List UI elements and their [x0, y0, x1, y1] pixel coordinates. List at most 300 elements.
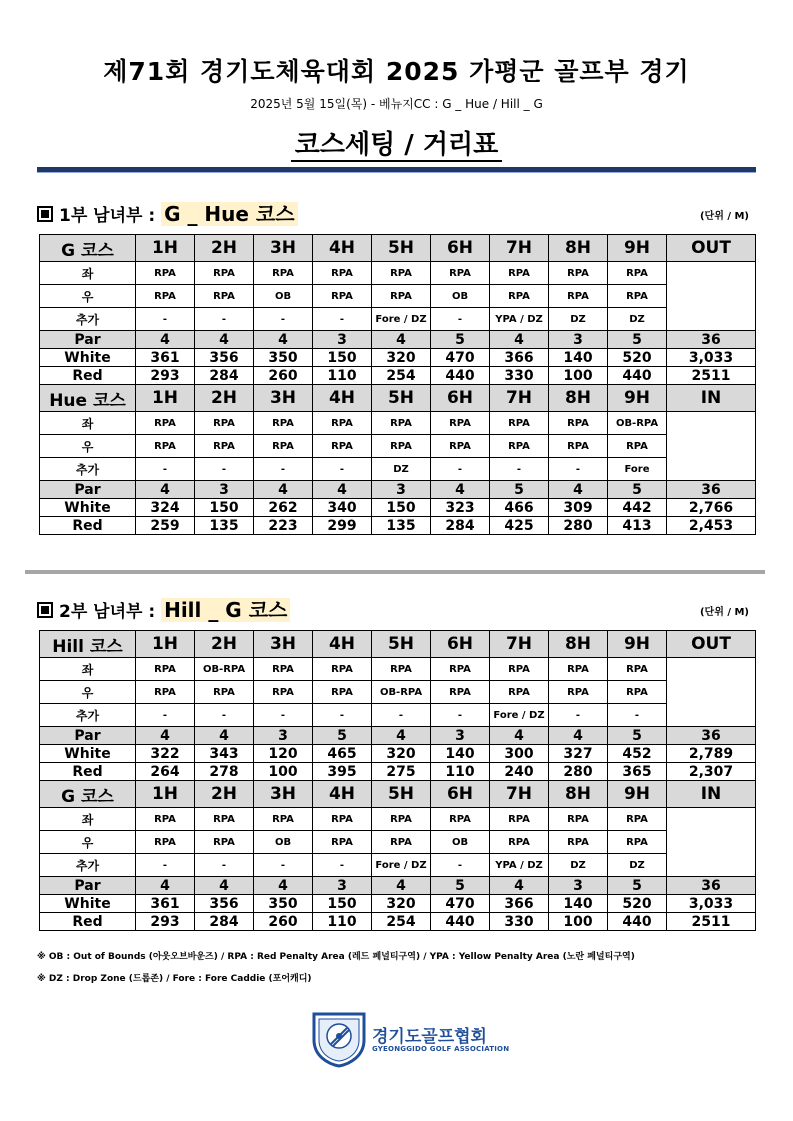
setting-cell: RPA: [372, 412, 431, 435]
par-cell: 3: [313, 877, 372, 895]
distance-cell: 120: [254, 745, 313, 763]
setting-cell: -: [490, 458, 549, 481]
par-cell: 4: [136, 331, 195, 349]
extra-setting-row: [40, 458, 756, 481]
hole-number: 2H: [195, 781, 254, 808]
setting-cell: RPA: [490, 285, 549, 308]
par-cell: 5: [431, 877, 490, 895]
setting-cell: -: [313, 308, 372, 331]
hazard-left-row: [40, 412, 756, 435]
setting-cell: -: [313, 854, 372, 877]
setting-cell: RPA: [195, 681, 254, 704]
row-label: 좌: [40, 262, 136, 285]
par-cell: 5: [608, 727, 667, 745]
section-divider: [25, 570, 765, 574]
hole-number: 5H: [372, 385, 431, 412]
par-cell: 3: [313, 331, 372, 349]
course-header-row: [40, 781, 756, 808]
hole-number: 9H: [608, 781, 667, 808]
par-total: 36: [667, 727, 756, 745]
hole-number: 1H: [136, 385, 195, 412]
distance-cell: 320: [372, 349, 431, 367]
par-cell: 4: [195, 727, 254, 745]
course-name: Hue 코스: [40, 385, 136, 412]
hole-number: 1H: [136, 235, 195, 262]
red-tee-row: [40, 763, 756, 781]
setting-cell: OB-RPA: [195, 658, 254, 681]
setting-cell: RPA: [490, 412, 549, 435]
setting-cell: RPA: [372, 435, 431, 458]
extra-setting-row: [40, 308, 756, 331]
hole-number: 3H: [254, 631, 313, 658]
distance-cell: 110: [313, 913, 372, 931]
distance-cell: 343: [195, 745, 254, 763]
setting-cell: -: [136, 704, 195, 727]
distance-cell: 264: [136, 763, 195, 781]
setting-cell: RPA: [431, 658, 490, 681]
distance-cell: 309: [549, 499, 608, 517]
setting-cell: RPA: [608, 658, 667, 681]
setting-cell: -: [313, 704, 372, 727]
row-label: White: [40, 499, 136, 517]
distance-cell: 240: [490, 763, 549, 781]
distance-cell: 425: [490, 517, 549, 535]
hole-number: 2H: [195, 235, 254, 262]
distance-cell: 395: [313, 763, 372, 781]
setting-cell: RPA: [195, 262, 254, 285]
row-label: White: [40, 349, 136, 367]
distance-cell: 223: [254, 517, 313, 535]
hole-number: 6H: [431, 781, 490, 808]
par-total: 36: [667, 331, 756, 349]
par-cell: 4: [195, 331, 254, 349]
par-cell: 5: [313, 727, 372, 745]
setting-cell: RPA: [195, 831, 254, 854]
setting-cell: RPA: [313, 262, 372, 285]
setting-cell: -: [195, 308, 254, 331]
setting-cell: RPA: [372, 808, 431, 831]
setting-cell: -: [195, 458, 254, 481]
par-cell: 4: [195, 877, 254, 895]
course-name: Hill 코스: [40, 631, 136, 658]
setting-cell: RPA: [490, 808, 549, 831]
hazard-right-row: [40, 831, 756, 854]
setting-cell: RPA: [490, 681, 549, 704]
distance-cell: 330: [490, 367, 549, 385]
white-tee-row: [40, 499, 756, 517]
par-row: [40, 331, 756, 349]
red-tee-row: [40, 367, 756, 385]
setting-cell: YPA / DZ: [490, 308, 549, 331]
white-total: 2,766: [667, 499, 756, 517]
total-label: IN: [667, 385, 756, 412]
setting-cell: -: [549, 704, 608, 727]
setting-cell: RPA: [313, 435, 372, 458]
setting-cell: RPA: [136, 435, 195, 458]
setting-cell: Fore / DZ: [372, 308, 431, 331]
setting-cell: OB: [431, 831, 490, 854]
section2-heading: [37, 594, 290, 623]
hole-number: 7H: [490, 385, 549, 412]
setting-cell: RPA: [313, 412, 372, 435]
par-cell: 4: [490, 877, 549, 895]
setting-cell: RPA: [136, 285, 195, 308]
hole-number: 5H: [372, 781, 431, 808]
distance-cell: 520: [608, 895, 667, 913]
setting-cell: RPA: [254, 412, 313, 435]
setting-cell: RPA: [431, 681, 490, 704]
setting-cell: RPA: [136, 681, 195, 704]
white-total: 2,789: [667, 745, 756, 763]
hole-number: 4H: [313, 385, 372, 412]
row-label: 우: [40, 681, 136, 704]
setting-cell: RPA: [431, 262, 490, 285]
par-cell: 5: [608, 877, 667, 895]
extra-setting-row: [40, 704, 756, 727]
distance-cell: 340: [313, 499, 372, 517]
note-line-1: ※ OB : Out of Bounds (아웃오브바운즈) / RPA : Red Penalty Area (레드 페널티구역) / YPA : Yellow Penalty Area (노란 페널티구역): [37, 952, 635, 962]
hole-number: 3H: [254, 781, 313, 808]
hole-number: 4H: [313, 235, 372, 262]
setting-cell: Fore / DZ: [490, 704, 549, 727]
setting-cell: RPA: [136, 808, 195, 831]
setting-cell: RPA: [608, 262, 667, 285]
par-cell: 4: [136, 727, 195, 745]
section1-course: G _ Hue 코스: [161, 202, 298, 226]
setting-cell: RPA: [549, 681, 608, 704]
distance-cell: 284: [195, 367, 254, 385]
distance-cell: 356: [195, 349, 254, 367]
course-header-row: [40, 235, 756, 262]
course-header-row: [40, 385, 756, 412]
hole-number: 7H: [490, 235, 549, 262]
setting-cell: RPA: [313, 285, 372, 308]
par-cell: 4: [372, 877, 431, 895]
setting-cell: -: [195, 704, 254, 727]
distance-cell: 259: [136, 517, 195, 535]
setting-cell: DZ: [608, 308, 667, 331]
setting-cell: RPA: [549, 412, 608, 435]
white-total: 3,033: [667, 349, 756, 367]
distance-cell: 135: [195, 517, 254, 535]
par-cell: 4: [490, 727, 549, 745]
hole-number: 2H: [195, 385, 254, 412]
distance-cell: 327: [549, 745, 608, 763]
total-label: OUT: [667, 235, 756, 262]
setting-cell: RPA: [195, 435, 254, 458]
par-cell: 4: [549, 481, 608, 499]
hole-number: 4H: [313, 631, 372, 658]
logo-english: GYEONGGIDO GOLF ASSOCIATION: [372, 1045, 510, 1053]
hole-number: 6H: [431, 385, 490, 412]
setting-cell: RPA: [372, 285, 431, 308]
red-tee-row: [40, 913, 756, 931]
row-label: 좌: [40, 808, 136, 831]
total-blank-cell: [667, 808, 756, 877]
distance-cell: 262: [254, 499, 313, 517]
par-total: 36: [667, 877, 756, 895]
hole-number: 3H: [254, 235, 313, 262]
distance-cell: 350: [254, 895, 313, 913]
hole-number: 1H: [136, 631, 195, 658]
total-blank-cell: [667, 658, 756, 727]
row-label: Par: [40, 481, 136, 499]
section2-prefix: 2부 남녀부 :: [59, 602, 162, 622]
setting-cell: Fore / DZ: [372, 854, 431, 877]
association-logo-icon: [310, 1010, 368, 1068]
par-cell: 4: [254, 331, 313, 349]
course-name: G 코스: [40, 235, 136, 262]
hazard-left-row: [40, 658, 756, 681]
setting-cell: -: [136, 854, 195, 877]
distance-cell: 365: [608, 763, 667, 781]
row-label: White: [40, 745, 136, 763]
distance-cell: 100: [549, 367, 608, 385]
distance-cell: 284: [431, 517, 490, 535]
distance-cell: 440: [608, 913, 667, 931]
par-row: [40, 727, 756, 745]
setting-cell: RPA: [254, 658, 313, 681]
distance-cell: 320: [372, 745, 431, 763]
distance-cell: 254: [372, 913, 431, 931]
hole-number: 4H: [313, 781, 372, 808]
distance-cell: 275: [372, 763, 431, 781]
distance-cell: 361: [136, 895, 195, 913]
setting-cell: RPA: [136, 831, 195, 854]
hazard-right-row: [40, 435, 756, 458]
distance-cell: 413: [608, 517, 667, 535]
hole-number: 6H: [431, 235, 490, 262]
hole-number: 5H: [372, 235, 431, 262]
distance-cell: 150: [313, 349, 372, 367]
par-cell: 5: [608, 481, 667, 499]
setting-cell: DZ: [608, 854, 667, 877]
setting-cell: RPA: [549, 658, 608, 681]
square-bullet-icon: [37, 602, 53, 618]
hazard-right-row: [40, 285, 756, 308]
setting-cell: RPA: [549, 435, 608, 458]
setting-cell: DZ: [372, 458, 431, 481]
setting-cell: RPA: [608, 285, 667, 308]
row-label: Red: [40, 517, 136, 535]
setting-cell: RPA: [549, 808, 608, 831]
distance-cell: 442: [608, 499, 667, 517]
par-row: [40, 877, 756, 895]
distance-cell: 356: [195, 895, 254, 913]
hole-number: 3H: [254, 385, 313, 412]
setting-cell: RPA: [608, 808, 667, 831]
distance-cell: 140: [549, 349, 608, 367]
distance-cell: 452: [608, 745, 667, 763]
par-cell: 3: [195, 481, 254, 499]
setting-cell: OB-RPA: [372, 681, 431, 704]
distance-cell: 278: [195, 763, 254, 781]
setting-cell: RPA: [549, 831, 608, 854]
setting-cell: -: [431, 704, 490, 727]
setting-cell: RPA: [313, 658, 372, 681]
distance-cell: 100: [254, 763, 313, 781]
distance-cell: 100: [549, 913, 608, 931]
par-cell: 5: [608, 331, 667, 349]
main-title: [0, 124, 793, 161]
row-label: 우: [40, 285, 136, 308]
row-label: White: [40, 895, 136, 913]
distance-cell: 110: [313, 367, 372, 385]
note-line-2: ※ DZ : Drop Zone (드롭존) / Fore : Fore Caddie (포어캐디): [37, 974, 312, 984]
setting-cell: RPA: [372, 262, 431, 285]
row-label: Red: [40, 763, 136, 781]
distance-cell: 466: [490, 499, 549, 517]
setting-cell: RPA: [490, 262, 549, 285]
setting-cell: -: [254, 458, 313, 481]
hole-number: 9H: [608, 385, 667, 412]
section1-prefix: 1부 남녀부 :: [59, 206, 162, 226]
distance-cell: 260: [254, 913, 313, 931]
setting-cell: RPA: [195, 412, 254, 435]
setting-cell: -: [549, 458, 608, 481]
par-cell: 4: [136, 481, 195, 499]
hole-number: 1H: [136, 781, 195, 808]
distance-cell: 470: [431, 349, 490, 367]
hole-number: 7H: [490, 781, 549, 808]
setting-cell: RPA: [313, 808, 372, 831]
setting-cell: RPA: [136, 658, 195, 681]
white-total: 3,033: [667, 895, 756, 913]
distance-cell: 465: [313, 745, 372, 763]
par-cell: 4: [254, 481, 313, 499]
par-cell: 4: [313, 481, 372, 499]
hazard-right-row: [40, 681, 756, 704]
par-cell: 4: [372, 331, 431, 349]
setting-cell: OB: [431, 285, 490, 308]
setting-cell: OB: [254, 831, 313, 854]
distance-cell: 284: [195, 913, 254, 931]
par-cell: 3: [254, 727, 313, 745]
setting-cell: RPA: [313, 831, 372, 854]
par-cell: 3: [549, 331, 608, 349]
setting-cell: OB: [254, 285, 313, 308]
setting-cell: -: [254, 704, 313, 727]
par-cell: 4: [549, 727, 608, 745]
section2-unit: (단위 / M): [699, 607, 749, 618]
setting-cell: RPA: [608, 435, 667, 458]
setting-cell: RPA: [313, 681, 372, 704]
setting-cell: DZ: [549, 854, 608, 877]
setting-cell: RPA: [608, 831, 667, 854]
setting-cell: -: [195, 854, 254, 877]
setting-cell: RPA: [608, 681, 667, 704]
setting-cell: RPA: [372, 658, 431, 681]
section1-heading: [37, 198, 298, 227]
distance-cell: 280: [549, 517, 608, 535]
setting-cell: YPA / DZ: [490, 854, 549, 877]
row-label: 추가: [40, 458, 136, 481]
distance-cell: 140: [549, 895, 608, 913]
distance-cell: 520: [608, 349, 667, 367]
setting-cell: -: [431, 458, 490, 481]
extra-setting-row: [40, 854, 756, 877]
setting-cell: -: [372, 704, 431, 727]
page-subtitle: 2025년 5월 15일(목) - 베뉴지CC : G _ Hue / Hill _ G: [250, 97, 543, 111]
setting-cell: RPA: [195, 285, 254, 308]
distance-cell: 293: [136, 367, 195, 385]
hazard-left-row: [40, 262, 756, 285]
distance-cell: 330: [490, 913, 549, 931]
setting-cell: RPA: [549, 285, 608, 308]
setting-cell: Fore: [608, 458, 667, 481]
row-label: 추가: [40, 854, 136, 877]
setting-cell: RPA: [431, 808, 490, 831]
row-label: 우: [40, 831, 136, 854]
setting-cell: RPA: [549, 262, 608, 285]
distance-cell: 150: [313, 895, 372, 913]
setting-cell: DZ: [549, 308, 608, 331]
setting-cell: RPA: [490, 831, 549, 854]
total-label: IN: [667, 781, 756, 808]
row-label: Par: [40, 877, 136, 895]
setting-cell: RPA: [136, 412, 195, 435]
setting-cell: RPA: [431, 435, 490, 458]
par-cell: 4: [254, 877, 313, 895]
white-tee-row: [40, 745, 756, 763]
total-label: OUT: [667, 631, 756, 658]
setting-cell: -: [136, 308, 195, 331]
setting-cell: RPA: [490, 658, 549, 681]
setting-cell: -: [136, 458, 195, 481]
main-title-text: 코스세팅 / 거리표: [291, 130, 502, 162]
setting-cell: -: [254, 854, 313, 877]
row-label: 우: [40, 435, 136, 458]
setting-cell: -: [608, 704, 667, 727]
distance-cell: 150: [195, 499, 254, 517]
red-total: 2,453: [667, 517, 756, 535]
row-label: 좌: [40, 658, 136, 681]
distance-cell: 299: [313, 517, 372, 535]
red-tee-row: [40, 517, 756, 535]
par-cell: 5: [490, 481, 549, 499]
white-tee-row: [40, 895, 756, 913]
section1-unit: (단위 / M): [699, 211, 749, 222]
distance-cell: 135: [372, 517, 431, 535]
distance-cell: 366: [490, 349, 549, 367]
hole-number: 8H: [549, 385, 608, 412]
par-cell: 4: [136, 877, 195, 895]
par-cell: 4: [490, 331, 549, 349]
square-bullet-icon: [37, 206, 53, 222]
distance-cell: 280: [549, 763, 608, 781]
setting-cell: OB-RPA: [608, 412, 667, 435]
distance-cell: 440: [431, 367, 490, 385]
section1-table: [39, 234, 756, 535]
title-divider: [37, 167, 756, 173]
row-label: Red: [40, 913, 136, 931]
par-cell: 3: [372, 481, 431, 499]
setting-cell: RPA: [372, 831, 431, 854]
row-label: Par: [40, 331, 136, 349]
row-label: 추가: [40, 308, 136, 331]
setting-cell: -: [254, 308, 313, 331]
row-label: Red: [40, 367, 136, 385]
section2-course: Hill _ G 코스: [161, 598, 290, 622]
hole-number: 9H: [608, 631, 667, 658]
setting-cell: RPA: [254, 808, 313, 831]
distance-cell: 293: [136, 913, 195, 931]
par-cell: 3: [549, 877, 608, 895]
row-label: 좌: [40, 412, 136, 435]
hole-number: 8H: [549, 781, 608, 808]
par-cell: 3: [431, 727, 490, 745]
page-title: 제71회 경기도체육대회 2025 가평군 골프부 경기: [103, 57, 690, 86]
